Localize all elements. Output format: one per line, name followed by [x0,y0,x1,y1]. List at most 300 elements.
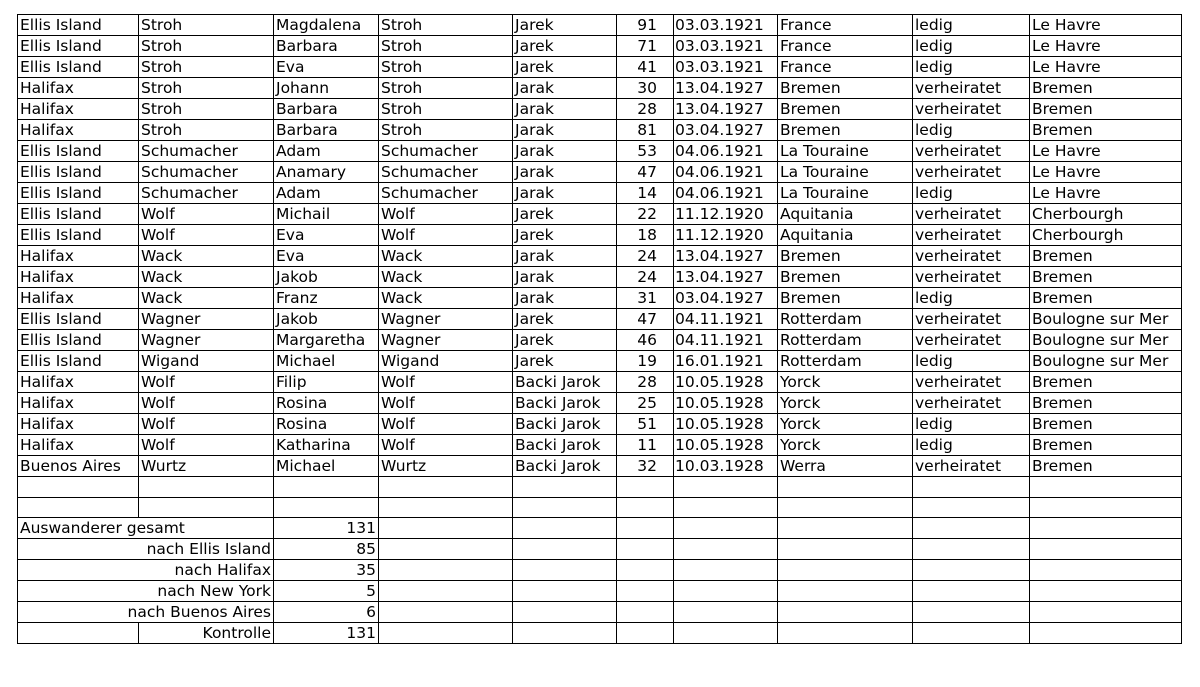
cell-port: Le Havre [1030,57,1182,78]
cell-marital-status: ledig [913,288,1030,309]
empty-cell [778,560,913,581]
cell-ship: Rotterdam [778,330,913,351]
cell-surname: Wigand [139,351,274,372]
cell-ship: Yorck [778,372,913,393]
cell-port: Le Havre [1030,15,1182,36]
cell-age: 81 [617,120,674,141]
cell-given-name: Filip [274,372,379,393]
cell-age: 30 [617,78,674,99]
cell-origin: Jarak [513,141,617,162]
cell-surname: Stroh [139,36,274,57]
cell-birth-name: Schumacher [379,141,513,162]
cell-port: Cherbourgh [1030,204,1182,225]
cell-birth-name: Wolf [379,225,513,246]
cell-port: Bremen [1030,414,1182,435]
summary-total-value: 131 [274,518,379,539]
empty-cell [674,539,778,560]
cell-port: Le Havre [1030,162,1182,183]
cell-surname: Schumacher [139,183,274,204]
cell-destination: Ellis Island [18,36,139,57]
table-row [18,414,1182,435]
cell-destination: Halifax [18,288,139,309]
summary-label: nach Ellis Island [18,539,274,560]
cell-birth-name: Stroh [379,36,513,57]
cell-age: 41 [617,57,674,78]
cell-date: 13.04.1927 [674,78,778,99]
cell-age: 51 [617,414,674,435]
cell-ship: Bremen [778,267,913,288]
cell-surname: Wack [139,288,274,309]
cell-ship: La Touraine [778,162,913,183]
table-row [18,267,1182,288]
empty-row [18,497,1182,518]
cell-birth-name: Wolf [379,204,513,225]
cell-destination: Ellis Island [18,330,139,351]
cell-birth-name: Wack [379,267,513,288]
cell-birth-name: Wolf [379,414,513,435]
cell-date: 10.05.1928 [674,393,778,414]
empty-cell [274,497,379,518]
cell-surname: Schumacher [139,141,274,162]
cell-marital-status: verheiratet [913,141,1030,162]
cell-marital-status: verheiratet [913,267,1030,288]
empty-cell [913,477,1030,498]
cell-given-name: Rosina [274,414,379,435]
cell-marital-status: verheiratet [913,204,1030,225]
cell-marital-status: ledig [913,36,1030,57]
cell-age: 24 [617,246,674,267]
cell-ship: Bremen [778,288,913,309]
empty-cell [913,560,1030,581]
cell-birth-name: Stroh [379,78,513,99]
cell-destination: Buenos Aires [18,456,139,477]
cell-port: Le Havre [1030,183,1182,204]
cell-surname: Wagner [139,309,274,330]
empty-cell [379,477,513,498]
cell-ship: Werra [778,456,913,477]
empty-cell [1030,518,1182,539]
cell-birth-name: Wolf [379,435,513,456]
cell-origin: Jarak [513,78,617,99]
cell-marital-status: ledig [913,351,1030,372]
cell-surname: Wolf [139,414,274,435]
empty-cell [513,497,617,518]
table-row [18,456,1182,477]
cell-date: 03.04.1927 [674,120,778,141]
cell-destination: Ellis Island [18,225,139,246]
cell-surname: Stroh [139,78,274,99]
cell-destination: Ellis Island [18,15,139,36]
empty-cell [379,623,513,644]
cell-marital-status: verheiratet [913,309,1030,330]
cell-age: 28 [617,99,674,120]
cell-surname: Wurtz [139,456,274,477]
cell-given-name: Rosina [274,393,379,414]
table-row [18,330,1182,351]
summary-check-row [18,623,1182,644]
cell-ship: Yorck [778,435,913,456]
empty-cell [18,477,139,498]
cell-port: Bremen [1030,267,1182,288]
empty-cell [913,539,1030,560]
cell-date: 10.05.1928 [674,372,778,393]
cell-destination: Ellis Island [18,141,139,162]
cell-birth-name: Wurtz [379,456,513,477]
summary-label: nach New York [18,581,274,602]
table-row [18,372,1182,393]
cell-origin: Jarak [513,288,617,309]
empty-cell [1030,539,1182,560]
cell-origin: Backi Jarok [513,456,617,477]
cell-surname: Wolf [139,393,274,414]
cell-birth-name: Wolf [379,393,513,414]
cell-origin: Jarek [513,36,617,57]
cell-given-name: Magdalena [274,15,379,36]
cell-age: 47 [617,162,674,183]
cell-surname: Wolf [139,204,274,225]
cell-marital-status: verheiratet [913,246,1030,267]
cell-origin: Jarek [513,15,617,36]
empty-cell [1030,477,1182,498]
cell-origin: Jarek [513,351,617,372]
cell-surname: Stroh [139,15,274,36]
cell-origin: Jarek [513,225,617,246]
cell-given-name: Michael [274,351,379,372]
cell-destination: Ellis Island [18,57,139,78]
summary-check-label: Kontrolle [139,623,274,644]
cell-given-name: Eva [274,57,379,78]
summary-value: 5 [274,581,379,602]
cell-marital-status: verheiratet [913,225,1030,246]
cell-ship: Rotterdam [778,351,913,372]
empty-cell [379,602,513,623]
cell-origin: Jarek [513,309,617,330]
cell-ship: Aquitania [778,204,913,225]
cell-destination: Ellis Island [18,162,139,183]
empty-cell [139,477,274,498]
cell-ship: Bremen [778,246,913,267]
empty-cell [778,539,913,560]
cell-ship: Yorck [778,414,913,435]
cell-birth-name: Wigand [379,351,513,372]
empty-cell [274,477,379,498]
empty-cell [617,623,674,644]
cell-marital-status: verheiratet [913,456,1030,477]
table-row [18,225,1182,246]
summary-row [18,560,1182,581]
cell-ship: La Touraine [778,183,913,204]
cell-given-name: Michael [274,456,379,477]
cell-port: Bremen [1030,99,1182,120]
empty-cell [513,518,617,539]
empty-cell [513,602,617,623]
cell-birth-name: Schumacher [379,162,513,183]
cell-destination: Ellis Island [18,204,139,225]
cell-origin: Backi Jarok [513,435,617,456]
empty-cell [617,581,674,602]
empty-row [18,477,1182,498]
cell-origin: Jarak [513,183,617,204]
cell-age: 19 [617,351,674,372]
table-row [18,309,1182,330]
cell-date: 11.12.1920 [674,204,778,225]
summary-total-row [18,518,1182,539]
cell-port: Le Havre [1030,36,1182,57]
cell-date: 04.06.1921 [674,183,778,204]
cell-given-name: Franz [274,288,379,309]
table-row [18,246,1182,267]
cell-marital-status: verheiratet [913,162,1030,183]
cell-birth-name: Wolf [379,372,513,393]
empty-cell [1030,623,1182,644]
empty-cell [674,518,778,539]
cell-destination: Ellis Island [18,309,139,330]
cell-surname: Wack [139,246,274,267]
cell-birth-name: Stroh [379,99,513,120]
cell-date: 03.03.1921 [674,57,778,78]
empty-cell [617,518,674,539]
table-row [18,393,1182,414]
cell-marital-status: verheiratet [913,99,1030,120]
cell-surname: Wack [139,267,274,288]
cell-surname: Stroh [139,57,274,78]
table-row [18,99,1182,120]
cell-ship: Bremen [778,78,913,99]
cell-port: Bremen [1030,372,1182,393]
cell-ship: Bremen [778,120,913,141]
cell-birth-name: Stroh [379,57,513,78]
cell-ship: La Touraine [778,141,913,162]
cell-marital-status: ledig [913,57,1030,78]
cell-age: 47 [617,309,674,330]
summary-label: nach Buenos Aires [18,602,274,623]
cell-given-name: Eva [274,225,379,246]
empty-cell [18,623,139,644]
empty-cell [778,497,913,518]
empty-cell [674,581,778,602]
cell-destination: Halifax [18,99,139,120]
cell-given-name: Adam [274,141,379,162]
empty-cell [778,602,913,623]
empty-cell [617,602,674,623]
cell-port: Bremen [1030,120,1182,141]
cell-birth-name: Wack [379,288,513,309]
empty-cell [778,581,913,602]
empty-cell [139,497,274,518]
cell-destination: Halifax [18,120,139,141]
cell-date: 03.03.1921 [674,15,778,36]
cell-given-name: Jakob [274,267,379,288]
empty-cell [379,518,513,539]
cell-origin: Backi Jarok [513,393,617,414]
summary-row [18,602,1182,623]
cell-date: 13.04.1927 [674,267,778,288]
cell-destination: Halifax [18,246,139,267]
cell-given-name: Johann [274,78,379,99]
cell-given-name: Barbara [274,120,379,141]
table-row [18,57,1182,78]
empty-cell [617,560,674,581]
table-row [18,36,1182,57]
cell-port: Boulogne sur Mer [1030,330,1182,351]
summary-value: 6 [274,602,379,623]
cell-date: 04.11.1921 [674,330,778,351]
cell-origin: Jarak [513,267,617,288]
cell-age: 11 [617,435,674,456]
cell-date: 04.06.1921 [674,162,778,183]
cell-origin: Jarek [513,57,617,78]
cell-surname: Wagner [139,330,274,351]
table-row [18,351,1182,372]
table-row [18,120,1182,141]
summary-row [18,539,1182,560]
cell-origin: Jarek [513,204,617,225]
cell-surname: Wolf [139,225,274,246]
cell-date: 13.04.1927 [674,246,778,267]
cell-ship: France [778,15,913,36]
cell-destination: Halifax [18,267,139,288]
cell-marital-status: ledig [913,120,1030,141]
empty-cell [617,477,674,498]
cell-date: 04.11.1921 [674,309,778,330]
cell-marital-status: ledig [913,183,1030,204]
cell-date: 03.04.1927 [674,288,778,309]
cell-port: Bremen [1030,246,1182,267]
cell-port: Boulogne sur Mer [1030,351,1182,372]
empty-cell [674,602,778,623]
empty-cell [1030,602,1182,623]
cell-birth-name: Schumacher [379,183,513,204]
cell-given-name: Michail [274,204,379,225]
cell-ship: Rotterdam [778,309,913,330]
empty-cell [778,518,913,539]
cell-marital-status: verheiratet [913,372,1030,393]
empty-cell [778,623,913,644]
table-row [18,183,1182,204]
cell-port: Le Havre [1030,141,1182,162]
table-row [18,162,1182,183]
cell-age: 22 [617,204,674,225]
cell-age: 46 [617,330,674,351]
cell-surname: Stroh [139,120,274,141]
summary-value: 35 [274,560,379,581]
empty-cell [674,623,778,644]
cell-age: 14 [617,183,674,204]
empty-cell [513,539,617,560]
summary-label: nach Halifax [18,560,274,581]
cell-port: Bremen [1030,393,1182,414]
cell-port: Bremen [1030,288,1182,309]
cell-age: 31 [617,288,674,309]
cell-given-name: Margaretha [274,330,379,351]
cell-date: 04.06.1921 [674,141,778,162]
cell-destination: Halifax [18,78,139,99]
cell-date: 10.05.1928 [674,414,778,435]
cell-given-name: Adam [274,183,379,204]
cell-age: 18 [617,225,674,246]
table-row [18,288,1182,309]
summary-row [18,581,1182,602]
cell-age: 53 [617,141,674,162]
cell-origin: Backi Jarok [513,372,617,393]
cell-given-name: Jakob [274,309,379,330]
cell-given-name: Katharina [274,435,379,456]
table-row [18,15,1182,36]
cell-given-name: Eva [274,246,379,267]
empty-cell [913,602,1030,623]
cell-age: 91 [617,15,674,36]
cell-age: 25 [617,393,674,414]
cell-marital-status: ledig [913,414,1030,435]
cell-date: 10.05.1928 [674,435,778,456]
empty-cell [913,518,1030,539]
cell-surname: Stroh [139,99,274,120]
summary-value: 85 [274,539,379,560]
empty-cell [674,497,778,518]
cell-origin: Jarak [513,99,617,120]
cell-origin: Jarak [513,162,617,183]
cell-destination: Halifax [18,393,139,414]
cell-given-name: Anamary [274,162,379,183]
summary-total-label: Auswanderer gesamt [18,518,274,539]
cell-given-name: Barbara [274,36,379,57]
cell-origin: Jarak [513,120,617,141]
empty-cell [18,497,139,518]
cell-date: 11.12.1920 [674,225,778,246]
empty-cell [379,497,513,518]
cell-destination: Ellis Island [18,183,139,204]
cell-ship: France [778,36,913,57]
cell-birth-name: Stroh [379,120,513,141]
empty-cell [617,539,674,560]
cell-ship: Bremen [778,99,913,120]
cell-ship: France [778,57,913,78]
cell-birth-name: Wack [379,246,513,267]
empty-cell [913,581,1030,602]
cell-destination: Halifax [18,414,139,435]
cell-marital-status: ledig [913,15,1030,36]
summary-check-value: 131 [274,623,379,644]
empty-cell [913,623,1030,644]
cell-surname: Wolf [139,435,274,456]
empty-cell [1030,560,1182,581]
empty-cell [513,623,617,644]
cell-birth-name: Wagner [379,309,513,330]
empty-cell [674,477,778,498]
cell-marital-status: verheiratet [913,393,1030,414]
empty-cell [513,477,617,498]
empty-cell [379,560,513,581]
cell-surname: Schumacher [139,162,274,183]
empty-cell [778,477,913,498]
cell-birth-name: Wagner [379,330,513,351]
cell-marital-status: verheiratet [913,330,1030,351]
table-row [18,141,1182,162]
cell-given-name: Barbara [274,99,379,120]
cell-age: 24 [617,267,674,288]
cell-origin: Backi Jarok [513,414,617,435]
cell-ship: Aquitania [778,225,913,246]
cell-marital-status: ledig [913,435,1030,456]
cell-surname: Wolf [139,372,274,393]
table-row [18,204,1182,225]
cell-date: 13.04.1927 [674,99,778,120]
empty-cell [379,539,513,560]
cell-port: Bremen [1030,78,1182,99]
cell-destination: Halifax [18,372,139,393]
cell-port: Cherbourgh [1030,225,1182,246]
table-row [18,435,1182,456]
